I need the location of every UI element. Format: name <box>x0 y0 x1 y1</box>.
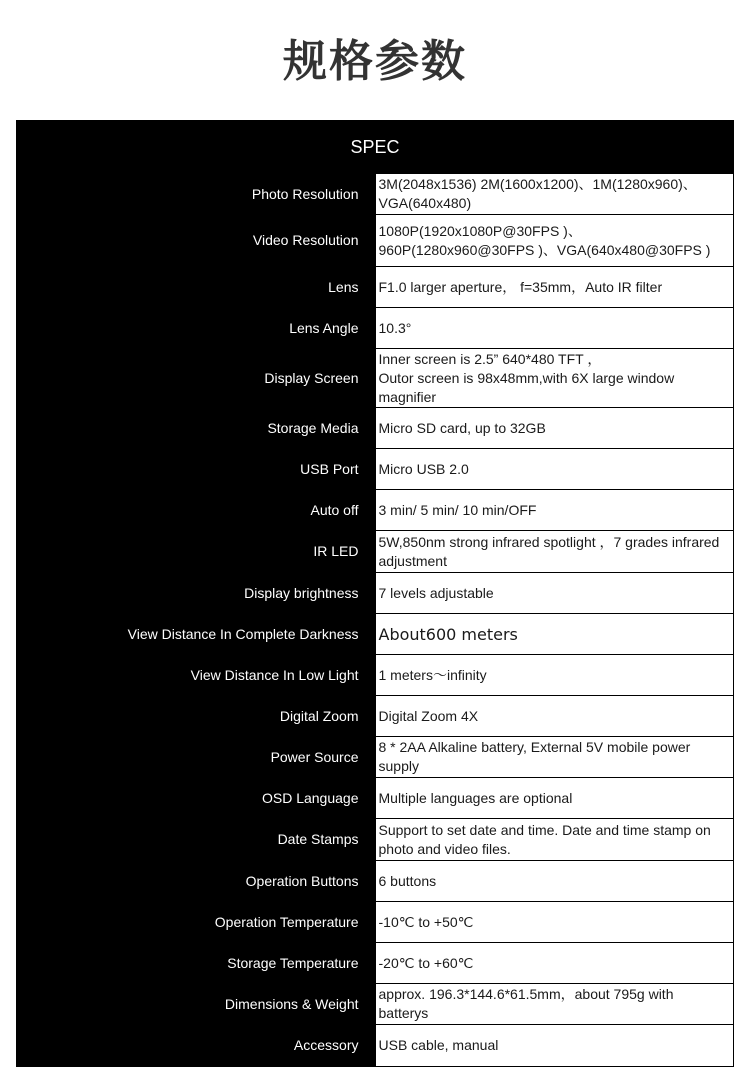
spec-label: Digital Zoom <box>17 696 376 737</box>
spec-row <box>17 449 734 490</box>
spec-value: 6 buttons <box>375 861 734 902</box>
spec-header: SPEC <box>17 121 734 174</box>
spec-value: About600 meters <box>375 614 734 655</box>
spec-row <box>17 1025 734 1067</box>
spec-label: IR LED <box>17 531 376 573</box>
spec-value: Multiple languages are optional <box>375 778 734 819</box>
spec-row <box>17 174 734 215</box>
spec-value: Support to set date and time. Date and time stamp on photo and video files. <box>375 819 734 861</box>
spec-value: approx. 196.3*144.6*61.5mm，about 795g with batterys <box>375 984 734 1025</box>
spec-row <box>17 819 734 861</box>
spec-value: F1.0 larger aperture， f=35mm，Auto IR filter <box>375 267 734 308</box>
spec-label: Video Resolution <box>17 215 376 267</box>
spec-label: View Distance In Complete Darkness <box>17 614 376 655</box>
spec-value: Digital Zoom 4X <box>375 696 734 737</box>
spec-value: 1080P(1920x1080P@30FPS )、960P(1280x960@30FPS )、VGA(640x480@30FPS ) <box>375 215 734 267</box>
spec-label: Accessory <box>17 1025 376 1067</box>
spec-label: View Distance In Low Light <box>17 655 376 696</box>
spec-label: Storage Temperature <box>17 943 376 984</box>
spec-label: Date Stamps <box>17 819 376 861</box>
spec-label: Photo Resolution <box>17 174 376 215</box>
spec-value: 10.3° <box>375 308 734 349</box>
spec-label: Operation Temperature <box>17 902 376 943</box>
spec-value: USB cable, manual <box>375 1025 734 1067</box>
spec-value: 3M(2048x1536) 2M(1600x1200)、1M(1280x960)、VGA(640x480) <box>375 174 734 215</box>
spec-value: 5W,850nm strong infrared spotlight ，7 grades infrared adjustment <box>375 531 734 573</box>
spec-table <box>16 120 734 1067</box>
spec-row <box>17 861 734 902</box>
page-title: 规格参数 <box>283 36 467 87</box>
spec-label: Lens <box>17 267 376 308</box>
spec-label: Display Screen <box>17 349 376 408</box>
spec-label: USB Port <box>17 449 376 490</box>
spec-row <box>17 490 734 531</box>
spec-row <box>17 984 734 1025</box>
spec-row <box>17 215 734 267</box>
spec-value: Micro SD card, up to 32GB <box>375 408 734 449</box>
spec-label: OSD Language <box>17 778 376 819</box>
spec-row <box>17 902 734 943</box>
spec-value: 3 min/ 5 min/ 10 min/OFF <box>375 490 734 531</box>
spec-row <box>17 696 734 737</box>
spec-row <box>17 737 734 778</box>
spec-row <box>17 778 734 819</box>
spec-label: Power Source <box>17 737 376 778</box>
spec-header-row <box>17 121 734 174</box>
spec-row <box>17 531 734 573</box>
spec-value: Micro USB 2.0 <box>375 449 734 490</box>
spec-row <box>17 573 734 614</box>
spec-row <box>17 349 734 408</box>
spec-value: -10℃ to +50℃ <box>375 902 734 943</box>
spec-value: 7 levels adjustable <box>375 573 734 614</box>
spec-label: Storage Media <box>17 408 376 449</box>
spec-label: Dimensions & Weight <box>17 984 376 1025</box>
spec-label: Display brightness <box>17 573 376 614</box>
spec-row <box>17 408 734 449</box>
spec-row <box>17 308 734 349</box>
spec-row <box>17 614 734 655</box>
spec-label: Auto off <box>17 490 376 531</box>
spec-label: Lens Angle <box>17 308 376 349</box>
spec-value: 1 meters～infinity <box>375 655 734 696</box>
spec-row <box>17 655 734 696</box>
spec-row <box>17 267 734 308</box>
spec-value: Inner screen is 2.5” 640*480 TFT ， Outor screen is 98x48mm,with 6X large window magnifier <box>375 349 734 408</box>
spec-label: Operation Buttons <box>17 861 376 902</box>
spec-row <box>17 943 734 984</box>
spec-value: 8 * 2AA Alkaline battery, External 5V mobile power supply <box>375 737 734 778</box>
spec-body <box>17 174 734 1067</box>
spec-value: -20℃ to +60℃ <box>375 943 734 984</box>
